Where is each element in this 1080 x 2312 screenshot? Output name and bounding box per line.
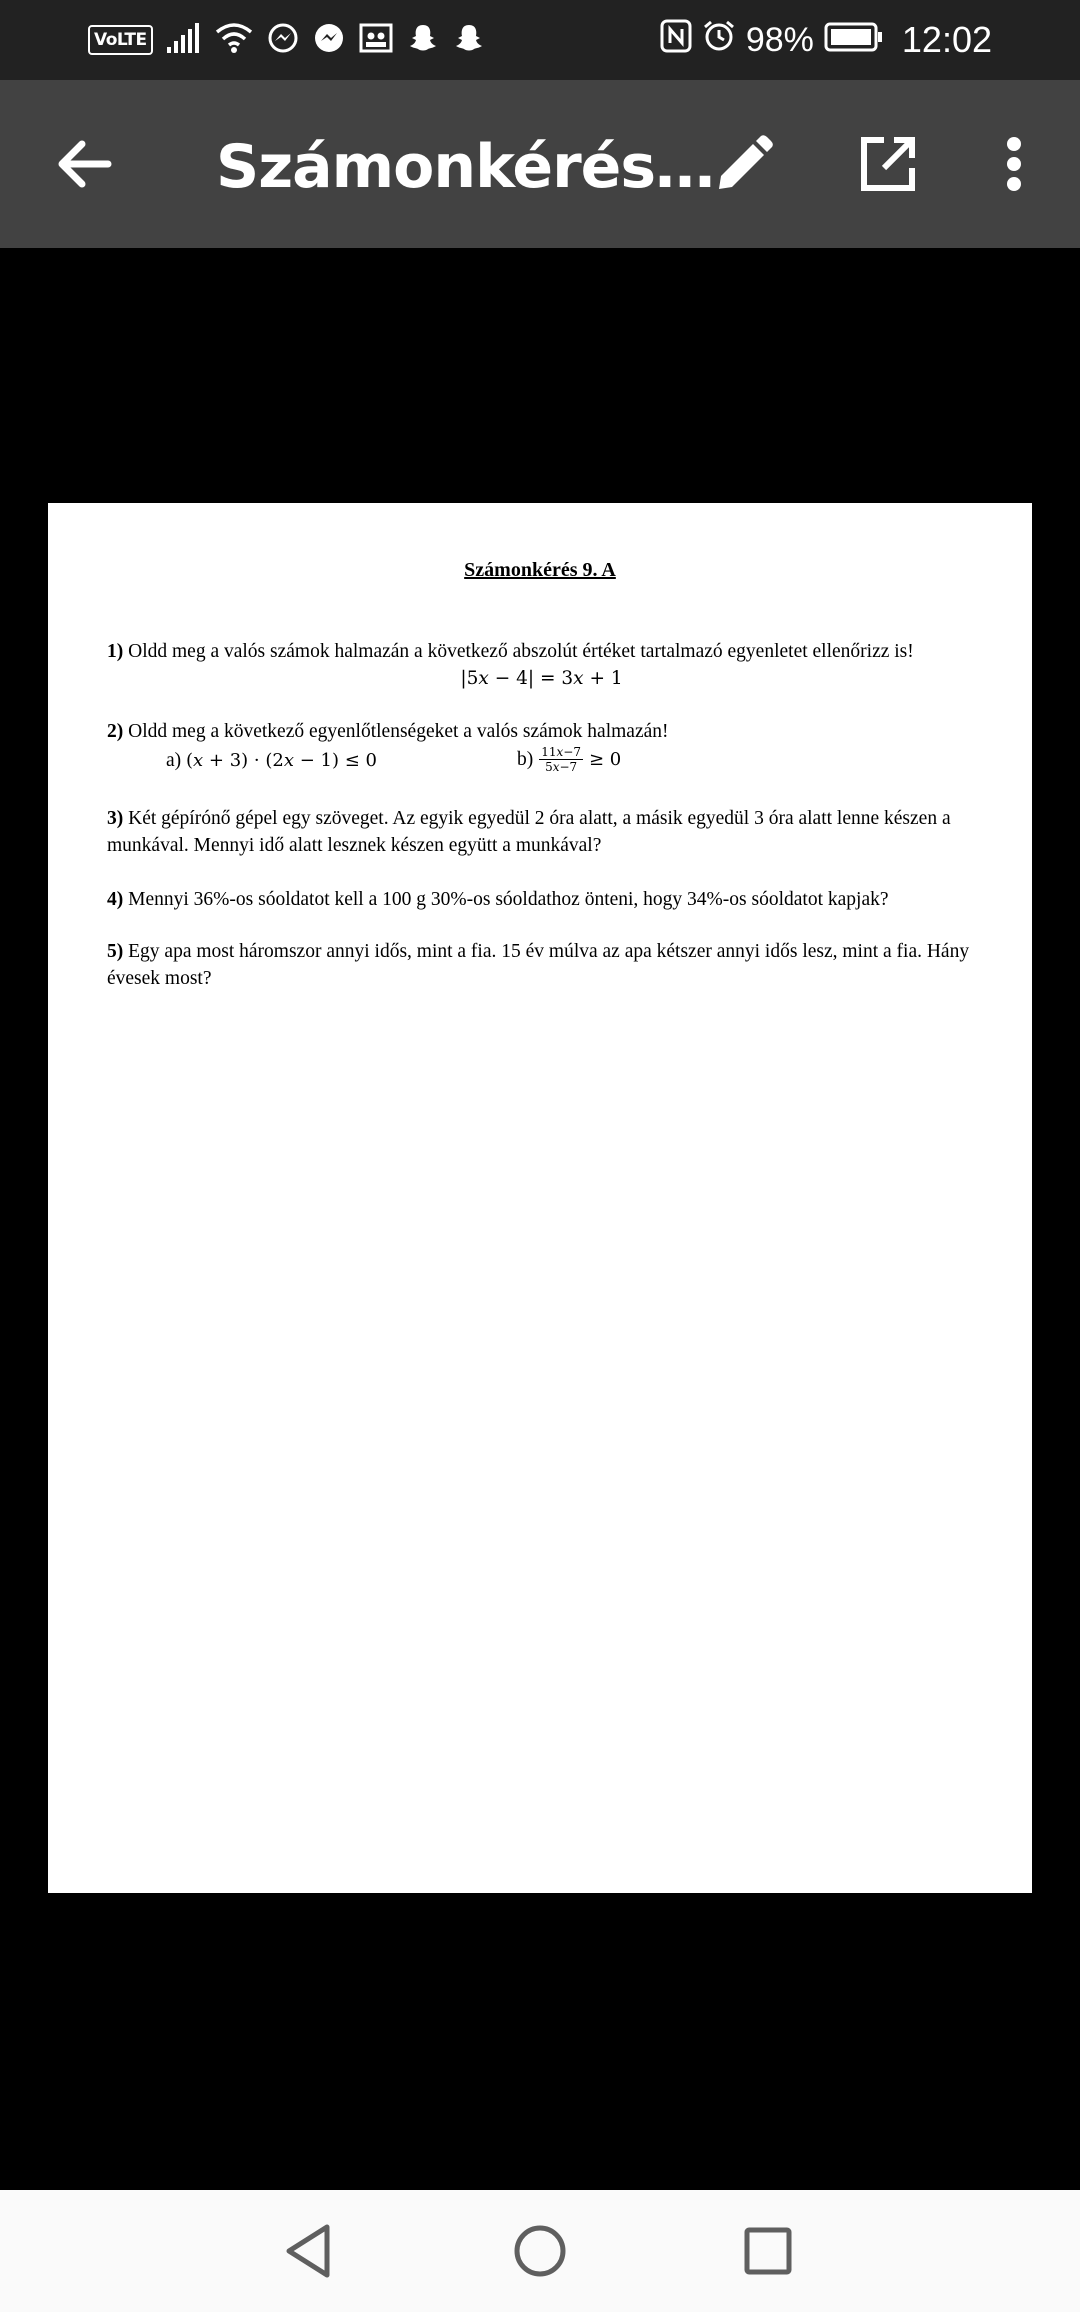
part-label: b) [517, 749, 534, 770]
question-5 [107, 938, 976, 992]
question-text: Oldd meg a valós számok halmazán a következő abszolút értéket tartalmazó egyenletet ellenőrizz is! [128, 641, 914, 662]
document-page [48, 503, 1032, 1893]
pencil-icon [715, 135, 773, 193]
question-number: 3) [107, 808, 124, 829]
inequality-relation: ≥ 0 [588, 749, 622, 770]
signal-icon [167, 23, 201, 58]
question-text: Két gépírónő gépel egy szöveget. Az egyik egyedül 2 óra alatt, a másik egyedül 3 óra alatt lenne készen a munkával. Mennyi idő alatt lesznek készen együtt a munkával? [107, 808, 951, 856]
question-number: 5) [107, 941, 124, 962]
question-1 [107, 638, 976, 692]
inequality-expression: (𝑥 + 3) · (2𝑥 − 1) ≤ 0 [186, 750, 377, 771]
messenger-filled-icon [313, 22, 345, 59]
square-recents-icon [743, 2226, 793, 2276]
navigation-bar [0, 2190, 1080, 2312]
status-bar [0, 0, 1080, 80]
fraction-denominator: 5𝑥−7 [545, 760, 578, 774]
page-heading: Számonkérés 9. A [464, 559, 616, 581]
volte-indicator: VoLTE [88, 25, 153, 55]
nav-back-button[interactable] [268, 2211, 348, 2291]
circle-home-icon [512, 2223, 568, 2279]
status-icons-right [660, 10, 992, 70]
question-number: 2) [107, 721, 124, 742]
question-3 [107, 805, 976, 859]
snapchat-icon [407, 22, 439, 59]
back-button[interactable] [44, 124, 124, 204]
edit-button[interactable] [704, 124, 784, 204]
alarm-icon [702, 19, 736, 62]
open-external-icon [860, 136, 916, 192]
question-4 [107, 886, 976, 913]
snapchat-icon [453, 22, 485, 59]
arrow-left-icon [56, 138, 112, 190]
more-options-button[interactable] [974, 124, 1054, 204]
nfc-icon [660, 19, 692, 62]
nav-home-button[interactable] [500, 2211, 580, 2291]
nav-recents-button[interactable] [728, 2211, 808, 2291]
question-text: Egy apa most háromszor annyi idős, mint a fia. 15 év múlva az apa kétszer annyi idős lesz, mint a fia. Hány évesek most? [107, 941, 970, 989]
contact-card-icon [359, 23, 393, 58]
inequality-b [517, 745, 621, 774]
question-number: 4) [107, 889, 124, 910]
status-icons-left [88, 18, 485, 62]
app-bar [0, 80, 1080, 248]
battery-icon [824, 19, 884, 61]
messenger-icon [267, 22, 299, 59]
clock: 12:02 [901, 19, 992, 60]
fraction [539, 745, 583, 774]
part-label: a) [166, 750, 182, 771]
question-text: Oldd meg a következő egyenlőtlenségeket a valós számok halmazán! [128, 721, 669, 742]
inequality-a [166, 747, 377, 774]
more-vert-icon [1006, 136, 1022, 192]
battery-percent: 98% [745, 20, 814, 59]
open-external-button[interactable] [848, 124, 928, 204]
document-viewer[interactable] [0, 248, 1080, 2190]
equation: |5𝑥 − 4| = 3𝑥 + 1 [460, 668, 623, 689]
question-number: 1) [107, 641, 124, 662]
triangle-back-icon [283, 2223, 333, 2279]
question-text: Mennyi 36%-os sóoldatot kell a 100 g 30%-os sóoldathoz önteni, hogy 34%-os sóoldatot kapjak? [128, 889, 889, 910]
fraction-numerator: 11𝑥−7 [541, 745, 581, 759]
inequalities [107, 745, 976, 779]
wifi-icon [215, 22, 253, 59]
document-title: Számonkérés… [216, 132, 715, 202]
question-2 [107, 718, 976, 779]
